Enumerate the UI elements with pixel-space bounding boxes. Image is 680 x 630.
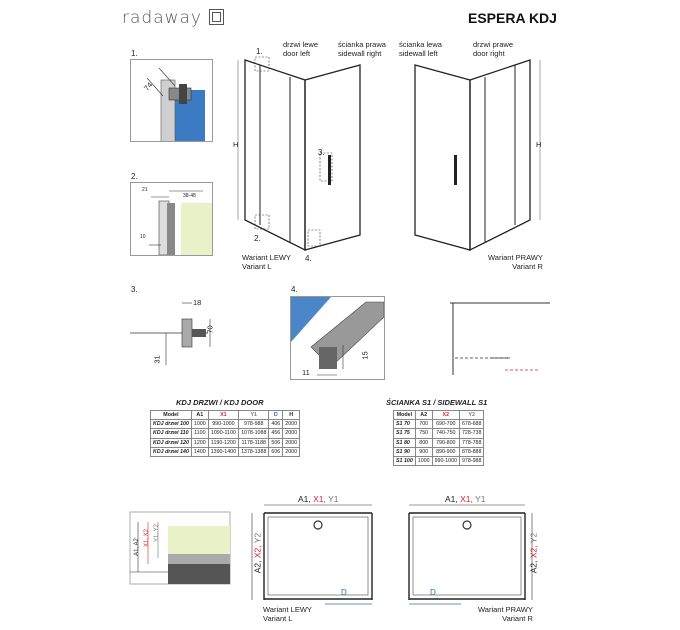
- right-sidewall-label: ścianka lewa sidewall left: [399, 40, 442, 58]
- table-row: [394, 438, 484, 447]
- table-cell: 740-750: [432, 429, 459, 438]
- table-row: [394, 456, 484, 465]
- table-cell: S1 75: [394, 429, 416, 438]
- table-cell: 690-700: [432, 420, 459, 429]
- plan-left-side-dims: A2, X2, Y2: [252, 532, 263, 574]
- table-cell: 1000: [415, 456, 432, 465]
- table-cell: 1000: [191, 420, 208, 429]
- wall_table-header-x2: X2: [432, 411, 459, 420]
- detail-2-dim-c: 10: [140, 234, 146, 240]
- wall_table-header-model: Model: [394, 411, 416, 420]
- table-cell: 606: [269, 447, 283, 456]
- callout-2: 2.: [131, 172, 138, 181]
- model-title: ESPERA KDJ: [468, 10, 557, 26]
- door-swing-diagram: [450, 300, 550, 380]
- table-cell: S1 80: [394, 438, 416, 447]
- table-cell: 1178-1188: [239, 438, 269, 447]
- table-row: [151, 429, 300, 438]
- enclosure-right-elevation: [400, 45, 550, 260]
- plan-left-variant: Wariant LEWY Variant L: [263, 605, 312, 623]
- right-variant-label: Wariant PRAWY Variant R: [488, 253, 543, 271]
- table-cell: 2000: [283, 438, 300, 447]
- detail-4-dim-b: 15: [360, 351, 370, 360]
- door_table-header-d: D: [269, 411, 283, 420]
- table-cell: 2000: [283, 420, 300, 429]
- table-cell: 700: [415, 420, 432, 429]
- table-cell: 1200: [191, 438, 208, 447]
- plan-right-top-dims: A1, X1, Y1: [445, 494, 486, 504]
- table-cell: S1 100: [394, 456, 416, 465]
- detail-4-dim-a: 11: [302, 368, 310, 377]
- left-door-label: drzwi lewe door left: [283, 40, 319, 58]
- brand-logo-text: radaway: [122, 8, 202, 28]
- wall_table-header-a2: A2: [415, 411, 432, 420]
- table-cell: 1078-1088: [239, 429, 269, 438]
- detail-3-drawing: [130, 295, 220, 375]
- enclosure-left-elevation: [230, 45, 380, 260]
- section-x-label: X1, X2: [144, 528, 151, 548]
- table-cell: 890-900: [432, 447, 459, 456]
- door-spec-table: [150, 410, 300, 457]
- table-cell: 728-738: [459, 429, 483, 438]
- plan-left-drawing: [250, 500, 380, 610]
- table-cell: 1190-1200: [208, 438, 238, 447]
- left-sidewall-label: ścianka prawa sidewall right: [338, 40, 386, 58]
- detail-1-dim: 74: [142, 80, 155, 93]
- callout-3-elev: 3.: [318, 148, 325, 157]
- callout-1-elev: 1.: [256, 47, 263, 56]
- left-height-mark: H: [233, 140, 239, 149]
- brand-logo-icon-inner: [212, 12, 221, 22]
- table-cell: KDJ drzwi 100: [151, 420, 192, 429]
- table-cell: 778-788: [459, 438, 483, 447]
- plan-left-top-dims: A1, X1, Y1: [298, 494, 339, 504]
- table-cell: 2000: [283, 429, 300, 438]
- table-cell: 990-1000: [432, 456, 459, 465]
- right-door-label: drzwi prawe door right: [473, 40, 514, 58]
- table-row: [151, 438, 300, 447]
- callout-3: 3.: [131, 285, 138, 294]
- detail-1-drawing: [131, 60, 212, 141]
- table-cell: 1390-1400: [208, 447, 238, 456]
- section-y-label: Y1, Y2: [153, 524, 160, 542]
- table-cell: 900: [415, 447, 432, 456]
- table-row: [151, 420, 300, 429]
- table-cell: 1090-1100: [208, 429, 238, 438]
- table-cell: 978-988: [239, 420, 269, 429]
- door_table-header-y1: Y1: [239, 411, 269, 420]
- table-cell: KDJ drzwi 140: [151, 447, 192, 456]
- door_table-header-h: H: [283, 411, 300, 420]
- table-cell: 990-1000: [208, 420, 238, 429]
- door-table-title: KDJ DRZWI / KDJ DOOR: [176, 398, 264, 407]
- table-cell: 1378-1388: [239, 447, 269, 456]
- wall-table-title: ŚCIANKA S1 / SIDEWALL S1: [386, 398, 488, 407]
- door_table-header-model: Model: [151, 411, 192, 420]
- section-a-label: A1, A2: [133, 538, 140, 556]
- table-cell: KDJ drzwi 120: [151, 438, 192, 447]
- detail-2-frame: [130, 182, 213, 256]
- table-cell: 456: [269, 429, 283, 438]
- detail-3-dim-b: 70: [205, 325, 215, 334]
- door_table-header-a1: A1: [191, 411, 208, 420]
- callout-4: 4.: [291, 285, 298, 294]
- callout-1: 1.: [131, 49, 138, 58]
- detail-2-drawing: [131, 183, 212, 255]
- table-cell: S1 70: [394, 420, 416, 429]
- detail-3-dim-a: 18: [193, 298, 202, 307]
- wall-spec-table: [393, 410, 484, 466]
- right-height-mark: H: [536, 140, 542, 149]
- table-cell: 878-888: [459, 447, 483, 456]
- table-cell: 2000: [283, 447, 300, 456]
- callout-4-elev: 4.: [305, 254, 312, 263]
- plan-right-drawing: [405, 500, 535, 610]
- door_table-header-x1: X1: [208, 411, 238, 420]
- wall_table-header-y2: Y2: [459, 411, 483, 420]
- table-cell: 978-988: [459, 456, 483, 465]
- table-row: [394, 429, 484, 438]
- detail-4-drawing: [291, 297, 384, 379]
- table-cell: 790-800: [432, 438, 459, 447]
- table-row: [394, 420, 484, 429]
- table-cell: 1100: [191, 429, 208, 438]
- table-cell: 800: [415, 438, 432, 447]
- detail-2-dim-a: 21: [142, 187, 148, 193]
- table-cell: 506: [269, 438, 283, 447]
- table-row: [394, 447, 484, 456]
- callout-2-elev: 2.: [254, 234, 261, 243]
- plan-right-variant: Wariant PRAWY Variant R: [478, 605, 533, 623]
- table-cell: S1 90: [394, 447, 416, 456]
- table-cell: 750: [415, 429, 432, 438]
- detail-2-dim-b: 38-48: [183, 193, 196, 199]
- plan-right-d: D: [430, 588, 436, 597]
- left-variant-label: Wariant LEWY Variant L: [242, 253, 291, 271]
- plan-left-d: D: [341, 588, 347, 597]
- table-row: [151, 447, 300, 456]
- floor-section-drawing: [130, 512, 230, 584]
- detail-3-dim-c: 31: [152, 355, 162, 364]
- detail-1-frame: [130, 59, 213, 142]
- plan-right-side-dims: A2, X2, Y2: [528, 532, 539, 574]
- table-cell: 406: [269, 420, 283, 429]
- table-cell: KDJ drzwi 110: [151, 429, 192, 438]
- table-cell: 1400: [191, 447, 208, 456]
- table-cell: 678-688: [459, 420, 483, 429]
